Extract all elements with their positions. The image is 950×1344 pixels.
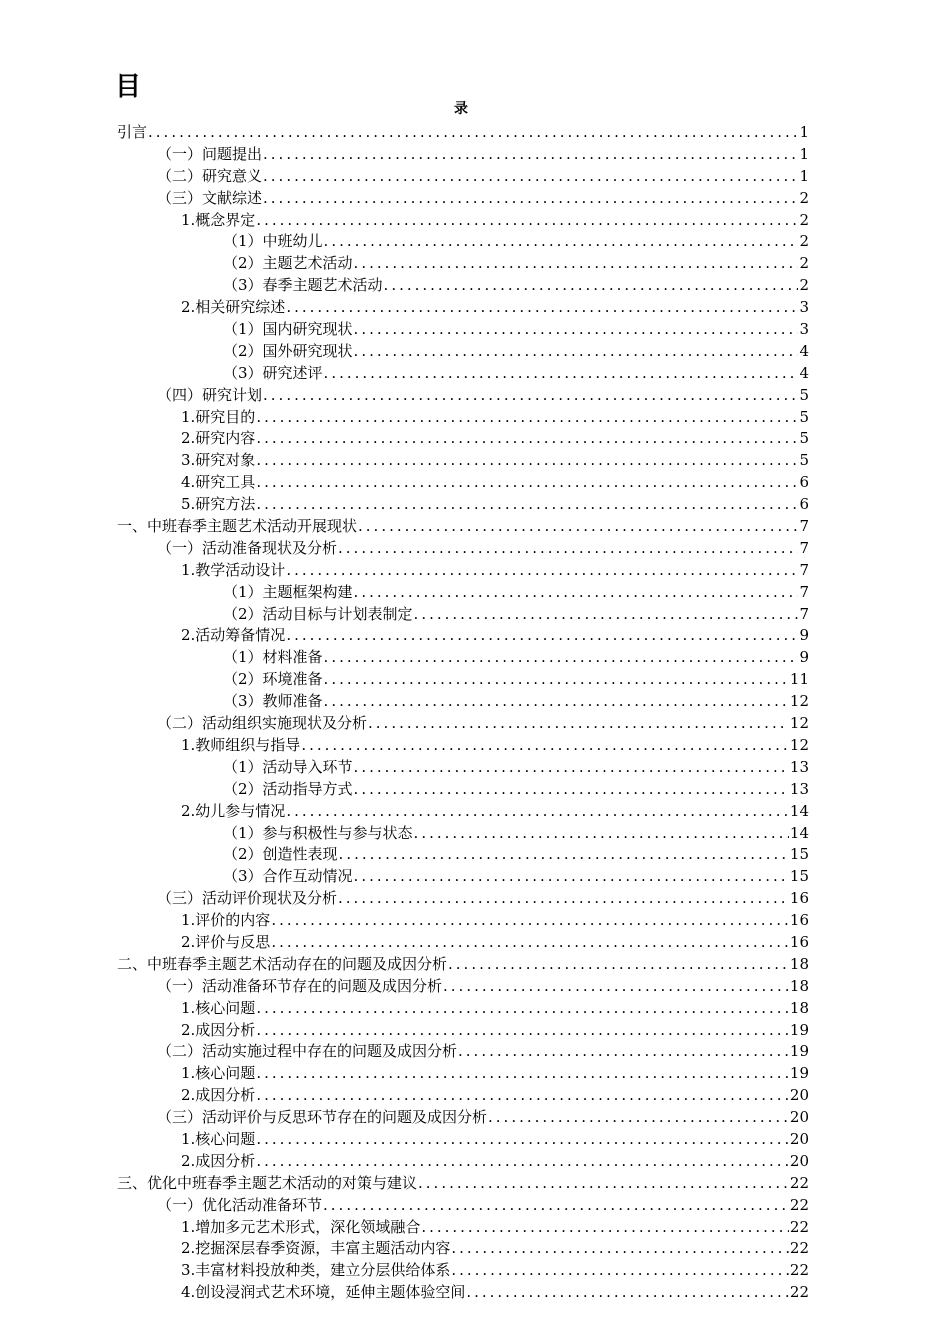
toc-entry[interactable]: [117, 1041, 809, 1063]
toc-entry-label: 1.核心问题: [181, 1129, 256, 1148]
toc-entry-page-number: 12: [789, 714, 809, 733]
toc-entry[interactable]: [117, 932, 809, 954]
toc-entry-label: 2.成因分析: [181, 1086, 256, 1105]
toc-entry[interactable]: [117, 1129, 809, 1151]
toc-entry-page-number: 4: [799, 341, 809, 360]
toc-entry-label: 2.幼儿参与情况: [181, 801, 286, 820]
toc-dot-leader: [384, 275, 799, 297]
toc-dot-leader: [414, 604, 799, 626]
toc-entry-label: 1.研究目的: [181, 407, 256, 426]
toc-entry[interactable]: [117, 450, 809, 472]
toc-entry[interactable]: [117, 844, 809, 866]
toc-dot-leader: [443, 976, 789, 998]
toc-dot-leader: [323, 1195, 789, 1217]
toc-dot-leader: [324, 669, 789, 691]
toc-entry[interactable]: [117, 341, 809, 363]
toc-entry-page-number: 22: [789, 1239, 809, 1258]
toc-entry-page-number: 7: [799, 604, 809, 623]
toc-entry-page-number: 20: [789, 1086, 809, 1105]
toc-dot-leader: [256, 1085, 789, 1107]
toc-entry[interactable]: [117, 625, 809, 647]
toc-entry-page-number: 3: [799, 320, 809, 339]
toc-entry[interactable]: [117, 1020, 809, 1042]
toc-entry[interactable]: [117, 669, 809, 691]
toc-entry[interactable]: [117, 297, 809, 319]
toc-entry[interactable]: [117, 560, 809, 582]
toc-entry[interactable]: [117, 516, 809, 538]
toc-entry-page-number: 11: [789, 670, 809, 689]
toc-entry-page-number: 22: [789, 1195, 809, 1214]
toc-entry-label: （2）国外研究现状: [223, 341, 353, 360]
toc-entry-page-number: 19: [789, 1020, 809, 1039]
toc-entry-page-number: 20: [789, 1151, 809, 1170]
toc-entry[interactable]: [117, 144, 809, 166]
toc-entry-label: 3.丰富材料投放种类，建立分层供给体系: [181, 1261, 451, 1280]
toc-entry[interactable]: [117, 1085, 809, 1107]
toc-entry-label: 1.教师组织与指导: [181, 735, 301, 754]
toc-dot-leader: [448, 954, 789, 976]
toc-entry-label: （一）问题提出: [157, 144, 263, 163]
toc-entry-label: （四）研究计划: [157, 385, 263, 404]
toc-entry-page-number: 20: [789, 1108, 809, 1127]
toc-dot-leader: [324, 647, 799, 669]
toc-dot-leader: [256, 428, 798, 450]
toc-entry-page-number: 9: [799, 648, 809, 667]
toc-entry[interactable]: [117, 757, 809, 779]
toc-entry-label: （3）合作互动情况: [223, 867, 353, 886]
toc-dot-leader: [256, 407, 798, 429]
toc-entry[interactable]: [117, 494, 809, 516]
toc-entry-page-number: 2: [799, 276, 809, 295]
toc-dot-leader: [451, 1260, 789, 1282]
toc-entry-page-number: 7: [799, 517, 809, 536]
toc-entry-page-number: 7: [799, 538, 809, 557]
toc-entry[interactable]: [117, 779, 809, 801]
toc-entry-label: （2）环境准备: [223, 670, 323, 689]
toc-entry-label: （1）活动导入环节: [223, 757, 353, 776]
toc-dot-leader: [354, 341, 799, 363]
toc-entry-page-number: 20: [789, 1129, 809, 1148]
toc-entry-page-number: 18: [789, 954, 809, 973]
toc-entry-page-number: 15: [789, 867, 809, 886]
toc-dot-leader: [368, 713, 789, 735]
toc-dot-leader: [421, 1217, 789, 1239]
toc-dot-leader: [256, 1151, 789, 1173]
toc-entry[interactable]: [117, 998, 809, 1020]
toc-entry-page-number: 2: [799, 210, 809, 229]
toc-entry-page-number: 5: [799, 407, 809, 426]
toc-dot-leader: [256, 210, 798, 232]
toc-entry-page-number: 13: [789, 757, 809, 776]
toc-title-main: 目: [115, 72, 142, 102]
toc-dot-leader: [488, 1107, 789, 1129]
toc-entry[interactable]: [117, 713, 809, 735]
toc-entry-label: 4.研究工具: [181, 473, 256, 492]
toc-entry-page-number: 13: [789, 779, 809, 798]
toc-entry-page-number: 18: [789, 998, 809, 1017]
toc-dot-leader: [263, 144, 798, 166]
toc-entry[interactable]: [117, 231, 809, 253]
toc-dot-leader: [354, 253, 799, 275]
toc-entry-label: 1.核心问题: [181, 998, 256, 1017]
toc-entry-page-number: 22: [789, 1261, 809, 1280]
toc-entry-label: （一）优化活动准备环节: [157, 1195, 323, 1214]
toc-entry[interactable]: [117, 604, 809, 626]
toc-entry-label: （2）主题艺术活动: [223, 254, 353, 273]
toc-entry-label: 2.研究内容: [181, 429, 256, 448]
toc-entry[interactable]: [117, 1238, 809, 1260]
toc-entry[interactable]: [117, 1260, 809, 1282]
toc-dot-leader: [256, 450, 798, 472]
toc-entry-label: 三、优化中班春季主题艺术活动的对策与建议: [117, 1173, 418, 1192]
toc-entry-page-number: 5: [799, 429, 809, 448]
toc-entry-page-number: 7: [799, 560, 809, 579]
toc-dot-leader: [271, 932, 789, 954]
toc-entry[interactable]: [117, 866, 809, 888]
toc-entry-page-number: 3: [799, 298, 809, 317]
toc-dot-leader: [148, 122, 798, 144]
toc-entry-page-number: 2: [799, 254, 809, 273]
toc-entry-label: （三）活动评价现状及分析: [157, 889, 338, 908]
toc-entry-page-number: 5: [799, 385, 809, 404]
toc-dot-leader: [256, 1063, 789, 1085]
toc-dot-leader: [354, 866, 789, 888]
toc-entry[interactable]: [117, 735, 809, 757]
toc-entry[interactable]: [117, 823, 809, 845]
toc-entry-page-number: 12: [789, 735, 809, 754]
toc-entry[interactable]: [117, 1195, 809, 1217]
toc-entry-label: 2.成因分析: [181, 1020, 256, 1039]
toc-entry-label: 2.相关研究综述: [181, 298, 286, 317]
toc-entry-label: 2.评价与反思: [181, 932, 271, 951]
toc-entry[interactable]: [117, 582, 809, 604]
toc-entry-label: （1）中班幼儿: [223, 232, 323, 251]
toc-entry[interactable]: [117, 275, 809, 297]
toc-entry-label: 1.核心问题: [181, 1064, 256, 1083]
toc-entry-label: （一）活动准备环节存在的问题及成因分析: [157, 976, 443, 995]
toc-entry[interactable]: [117, 407, 809, 429]
toc-entry-page-number: 16: [789, 889, 809, 908]
toc-entry[interactable]: [117, 1063, 809, 1085]
toc-entry[interactable]: [117, 801, 809, 823]
toc-entry[interactable]: [117, 319, 809, 341]
toc-entry-label: （三）文献综述: [157, 188, 263, 207]
toc-entry-page-number: 6: [799, 473, 809, 492]
toc-entry-page-number: 1: [799, 123, 809, 141]
toc-entry-page-number: 18: [789, 976, 809, 995]
toc-entry[interactable]: [117, 910, 809, 932]
toc-entry[interactable]: [117, 1282, 809, 1304]
toc-entry-page-number: 4: [799, 363, 809, 382]
toc-entry[interactable]: [117, 1107, 809, 1129]
toc-dot-leader: [263, 385, 798, 407]
toc-dot-leader: [451, 1238, 789, 1260]
toc-dot-leader: [286, 625, 798, 647]
toc-entry[interactable]: [117, 647, 809, 669]
toc-entry-page-number: 16: [789, 911, 809, 930]
toc-entry-page-number: 12: [789, 692, 809, 711]
toc-entry-label: （二）活动组织实施现状及分析: [157, 714, 368, 733]
toc-entry-label: （1）国内研究现状: [223, 320, 353, 339]
toc-entry-page-number: 19: [789, 1042, 809, 1061]
toc-dot-leader: [256, 494, 798, 516]
toc-entry[interactable]: [117, 1173, 809, 1195]
toc-entry-page-number: 19: [789, 1064, 809, 1083]
toc-entry[interactable]: [117, 1217, 809, 1239]
toc-entry-page-number: 22: [789, 1217, 809, 1236]
toc-entry-label: 1.增加多元艺术形式，深化领域融合: [181, 1217, 421, 1236]
toc-entry-label: 1.教学活动设计: [181, 560, 286, 579]
toc-entry-label: 2.活动筹备情况: [181, 626, 286, 645]
toc-dot-leader: [286, 560, 798, 582]
toc-entry[interactable]: [117, 210, 809, 232]
toc-entry[interactable]: [117, 691, 809, 713]
toc-entry-page-number: 22: [789, 1173, 809, 1192]
toc-entry[interactable]: [117, 363, 809, 385]
toc-dot-leader: [256, 472, 798, 494]
toc-dot-leader: [338, 538, 798, 560]
toc-entry-label: （3）春季主题艺术活动: [223, 276, 383, 295]
toc-entry-label: （二）活动实施过程中存在的问题及成因分析: [157, 1042, 458, 1061]
toc-dot-leader: [256, 1129, 789, 1151]
toc-dot-leader: [358, 516, 798, 538]
toc-entry-page-number: 7: [799, 582, 809, 601]
toc-entry-page-number: 9: [799, 626, 809, 645]
toc-entry-label: （2）活动指导方式: [223, 779, 353, 798]
table-of-contents: [117, 122, 809, 1304]
toc-dot-leader: [324, 231, 799, 253]
toc-entry-page-number: 14: [789, 801, 809, 820]
toc-entry-label: 一、中班春季主题艺术活动开展现状: [117, 517, 358, 536]
toc-entry-label: （2）活动目标与计划表制定: [223, 604, 413, 623]
toc-entry-label: 1.评价的内容: [181, 911, 271, 930]
toc-entry-label: （2）创造性表现: [223, 845, 338, 864]
toc-entry[interactable]: [117, 253, 809, 275]
toc-dot-leader: [339, 844, 789, 866]
toc-entry-page-number: 5: [799, 451, 809, 470]
toc-entry-page-number: 1: [799, 166, 809, 185]
toc-entry-label: 1.概念界定: [181, 210, 256, 229]
toc-dot-leader: [354, 319, 799, 341]
toc-entry-label: 5.研究方法: [181, 495, 256, 514]
toc-entry-label: 3.研究对象: [181, 451, 256, 470]
toc-entry-label: （三）活动评价与反思环节存在的问题及成因分析: [157, 1108, 488, 1127]
toc-dot-leader: [418, 1173, 789, 1195]
toc-dot-leader: [466, 1282, 789, 1304]
toc-entry[interactable]: [117, 1151, 809, 1173]
toc-dot-leader: [324, 691, 789, 713]
toc-entry-page-number: 6: [799, 495, 809, 514]
toc-entry-label: 2.挖掘深层春季资源，丰富主题活动内容: [181, 1239, 451, 1258]
toc-entry[interactable]: [117, 888, 809, 910]
toc-dot-leader: [354, 779, 789, 801]
toc-entry-page-number: 16: [789, 932, 809, 951]
toc-dot-leader: [271, 910, 789, 932]
toc-entry-page-number: 22: [789, 1283, 809, 1302]
toc-entry[interactable]: [117, 122, 809, 144]
toc-entry[interactable]: [117, 166, 809, 188]
toc-dot-leader: [301, 735, 789, 757]
toc-dot-leader: [414, 823, 789, 845]
toc-dot-leader: [263, 166, 798, 188]
toc-entry-label: 二、中班春季主题艺术活动存在的问题及成因分析: [117, 954, 448, 973]
toc-dot-leader: [338, 888, 789, 910]
toc-entry-label: （3）教师准备: [223, 692, 323, 711]
toc-entry-label: 引言: [117, 123, 148, 141]
toc-dot-leader: [256, 998, 789, 1020]
toc-entry-label: （1）主题框架构建: [223, 582, 353, 601]
toc-entry-page-number: 2: [799, 232, 809, 251]
toc-entry[interactable]: [117, 385, 809, 407]
toc-dot-leader: [286, 801, 789, 823]
toc-entry-label: （1）材料准备: [223, 648, 323, 667]
toc-dot-leader: [354, 582, 799, 604]
toc-entry-label: （1）参与积极性与参与状态: [223, 823, 413, 842]
toc-dot-leader: [458, 1041, 789, 1063]
toc-dot-leader: [256, 1020, 789, 1042]
toc-entry-label: （3）研究述评: [223, 363, 323, 382]
toc-entry-label: （二）研究意义: [157, 166, 263, 185]
toc-dot-leader: [324, 363, 799, 385]
toc-dot-leader: [286, 297, 798, 319]
toc-entry[interactable]: [117, 976, 809, 998]
toc-dot-leader: [263, 188, 798, 210]
toc-entry-page-number: 14: [789, 823, 809, 842]
toc-entry[interactable]: [117, 538, 809, 560]
toc-entry-page-number: 1: [799, 144, 809, 163]
toc-entry[interactable]: [117, 188, 809, 210]
toc-entry-label: 2.成因分析: [181, 1151, 256, 1170]
toc-entry[interactable]: [117, 472, 809, 494]
toc-dot-leader: [354, 757, 789, 779]
toc-entry-label: 4.创设浸润式艺术环境，延伸主题体验空间: [181, 1283, 466, 1302]
toc-entry-page-number: 15: [789, 845, 809, 864]
toc-entry[interactable]: [117, 428, 809, 450]
toc-title-second: 录: [454, 101, 468, 117]
toc-entry-page-number: 2: [799, 188, 809, 207]
toc-entry[interactable]: [117, 954, 809, 976]
toc-entry-label: （一）活动准备现状及分析: [157, 538, 338, 557]
